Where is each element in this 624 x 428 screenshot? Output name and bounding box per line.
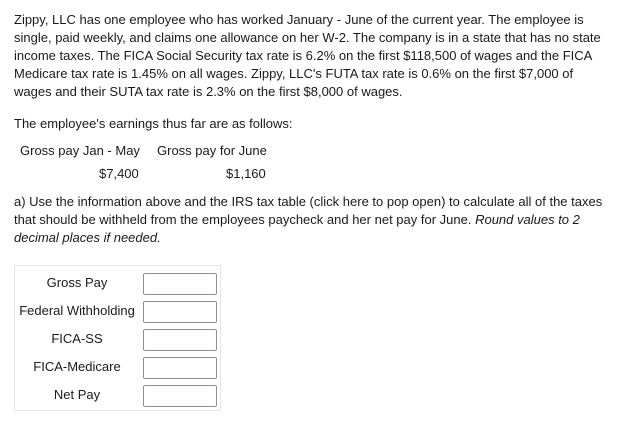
earnings-value-june: $1,160 xyxy=(226,166,266,181)
answer-row-federal-withholding xyxy=(15,297,220,325)
gross-pay-label: Gross Pay xyxy=(46,275,108,290)
federal-withholding-input[interactable] xyxy=(143,301,217,323)
fica-ss-input[interactable] xyxy=(143,329,217,351)
question-a-text: a) Use the information above and the IRS tax table (click here to pop open) to calculate all of the taxes that should be withheld from the employees paycheck and her net pay for June. xyxy=(14,194,603,227)
earnings-lead: The employee's earnings thus far are as follows: xyxy=(14,116,293,131)
answer-row-fica-medicare xyxy=(15,353,220,381)
earnings-header-jan-may: Gross pay Jan - May xyxy=(20,143,140,158)
answer-row-gross-pay xyxy=(15,269,220,297)
fica-medicare-input[interactable] xyxy=(143,357,217,379)
question-a xyxy=(14,193,614,247)
net-pay-label: Net Pay xyxy=(53,387,101,402)
gross-pay-input[interactable] xyxy=(143,273,217,295)
fica-ss-label: FICA-SS xyxy=(51,331,103,346)
problem-intro: Zippy, LLC has one employee who has worked January - June of the current year. The employee is single, paid weekly, and claims one allowance on her W-2. The company is in a state that has no state income taxes. The FICA Social Security tax rate is 6.2% on the first $118,500 of wages and the FICA Medicare tax rate is 1.45% on all wages. Zippy, LLC's FUTA tax rate is 0.6% on the first $7,000 of wages and their SUTA tax rate is 2.3% on the first $8,000 of wages. xyxy=(14,12,601,99)
answer-row-net-pay xyxy=(15,381,220,409)
answer-row-fica-ss xyxy=(15,325,220,353)
earnings-header-june: Gross pay for June xyxy=(157,143,267,158)
answer-table xyxy=(14,265,221,411)
net-pay-input[interactable] xyxy=(143,385,217,407)
earnings-value-jan-may: $7,400 xyxy=(99,166,139,181)
fica-medicare-label: FICA-Medicare xyxy=(33,359,121,374)
rounding-note: Round values to 2 decimal places if needed. xyxy=(14,212,580,245)
federal-withholding-label: Federal Withholding xyxy=(19,303,135,318)
